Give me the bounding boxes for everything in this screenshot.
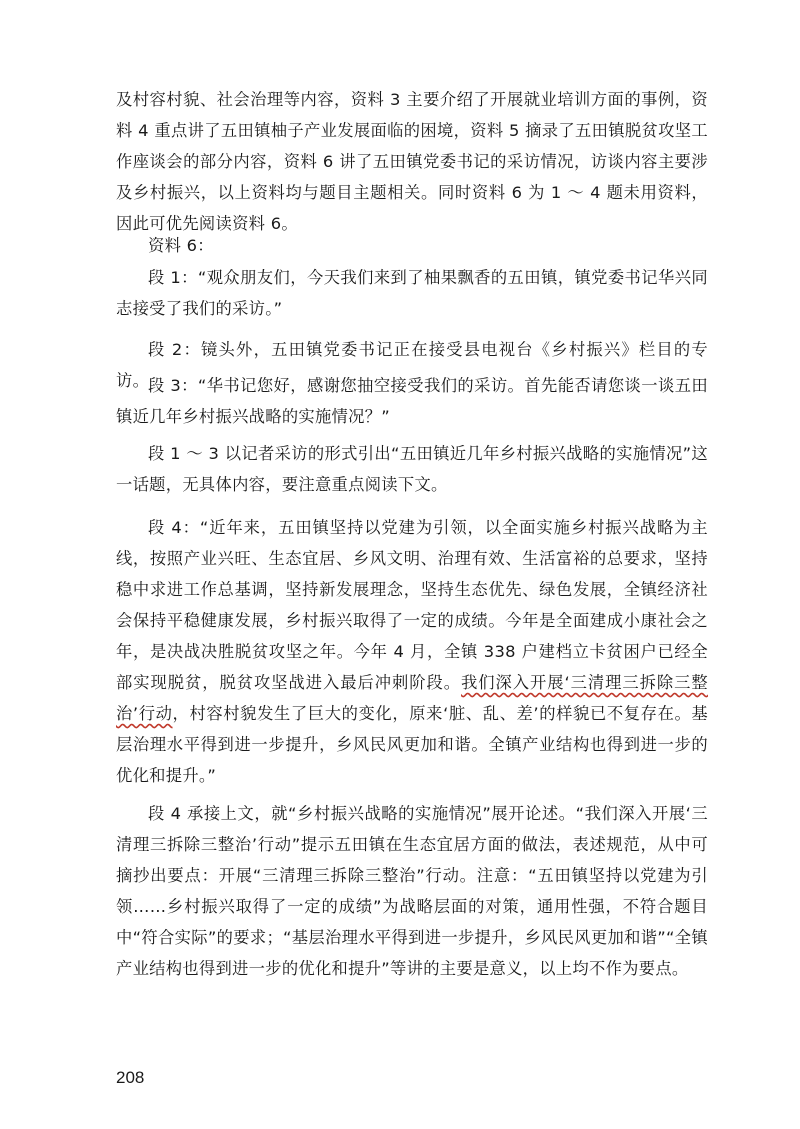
paragraph-1: 段 1：“观众朋友们，今天我们来到了柚果飘香的五田镇，镇党委书记华兴同志接受了我们的采访。”: [116, 268, 708, 318]
paragraph-4: [116, 512, 708, 791]
highlighted-quote: 我们深入开展‘三清理三拆除三整治’行动: [116, 673, 708, 723]
analysis-paragraph-2: 段 4 承接上文，就“乡村振兴战略的实施情况”展开论述。“我们深入开展‘三清理三拆除三整治’行动”提示五田镇在生态宜居方面的做法，表述规范，从中可摘抄出要点：开展“三清理三拆除三整治”行动。注意：“五田镇坚持以党建为引领……乡村振兴取得了一定的成绩”为战略层面的对策，通用性强，不符合题目中“符合实际”的要求；“基层治理水平得到进一步提升，乡风民风更加和谐”“全镇产业结构也得到进一步的优化和提升”等讲的主要是意义，以上均不作为要点。: [116, 804, 708, 978]
paragraph-2: 段 2：镜头外，五田镇党委书记正在接受县电视台《乡村振兴》栏目的专访。: [116, 340, 708, 390]
page-number: 208: [116, 1068, 145, 1087]
analysis-paragraph-1: 段 1 ～ 3 以记者采访的形式引出“五田镇近几年乡村振兴战略的实施情况”这一话题，无具体内容，要注意重点阅读下文。: [116, 444, 708, 494]
paragraph-4-text-b: ，村容村貌发生了巨大的变化，原来‘脏、乱、差’的样貌已不复存在。基层治理水平得到进一步提升，乡风民风更加和谐。全镇产业结构也得到进一步的优化和提升。”: [116, 704, 708, 785]
paragraph-4-text-a: 段 4：“近年来，五田镇坚持以党建为引领，以全面实施乡村振兴战略为主线，按照产业兴旺、生态宜居、乡风文明、治理有效、生活富裕的总要求，坚持稳中求进工作总基调，坚持新发展理念，坚持生态优先、绿色发展，全镇经济社会保持平稳健康发展，乡村振兴取得了一定的成绩。今年是全面建成小康社会之年，是决战决胜脱贫攻坚之年。今年 4 月，全镇 338 户建档立卡贫困户已经全部实现脱贫，脱贫攻坚战进入最后冲刺阶段。: [116, 518, 708, 692]
material-heading: 资料 6：: [148, 236, 214, 255]
intro-paragraph: 及村容村貌、社会治理等内容，资料 3 主要介绍了开展就业培训方面的事例，资料 4 重点讲了五田镇柚子产业发展面临的困境，资料 5 摘录了五田镇脱贫攻坚工作座谈会的部分内容，资料 6 讲了五田镇党委书记的采访情况，访谈内容主要涉及乡村振兴，以上资料均与题目主题相关。同时资料 6 为 1 ～ 4 题未用资料，因此可优先阅读资料 6。: [116, 90, 708, 233]
paragraph-3: 段 3：“华书记您好，感谢您抽空接受我们的采访。首先能否请您谈一谈五田镇近几年乡村振兴战略的实施情况？”: [116, 376, 708, 426]
